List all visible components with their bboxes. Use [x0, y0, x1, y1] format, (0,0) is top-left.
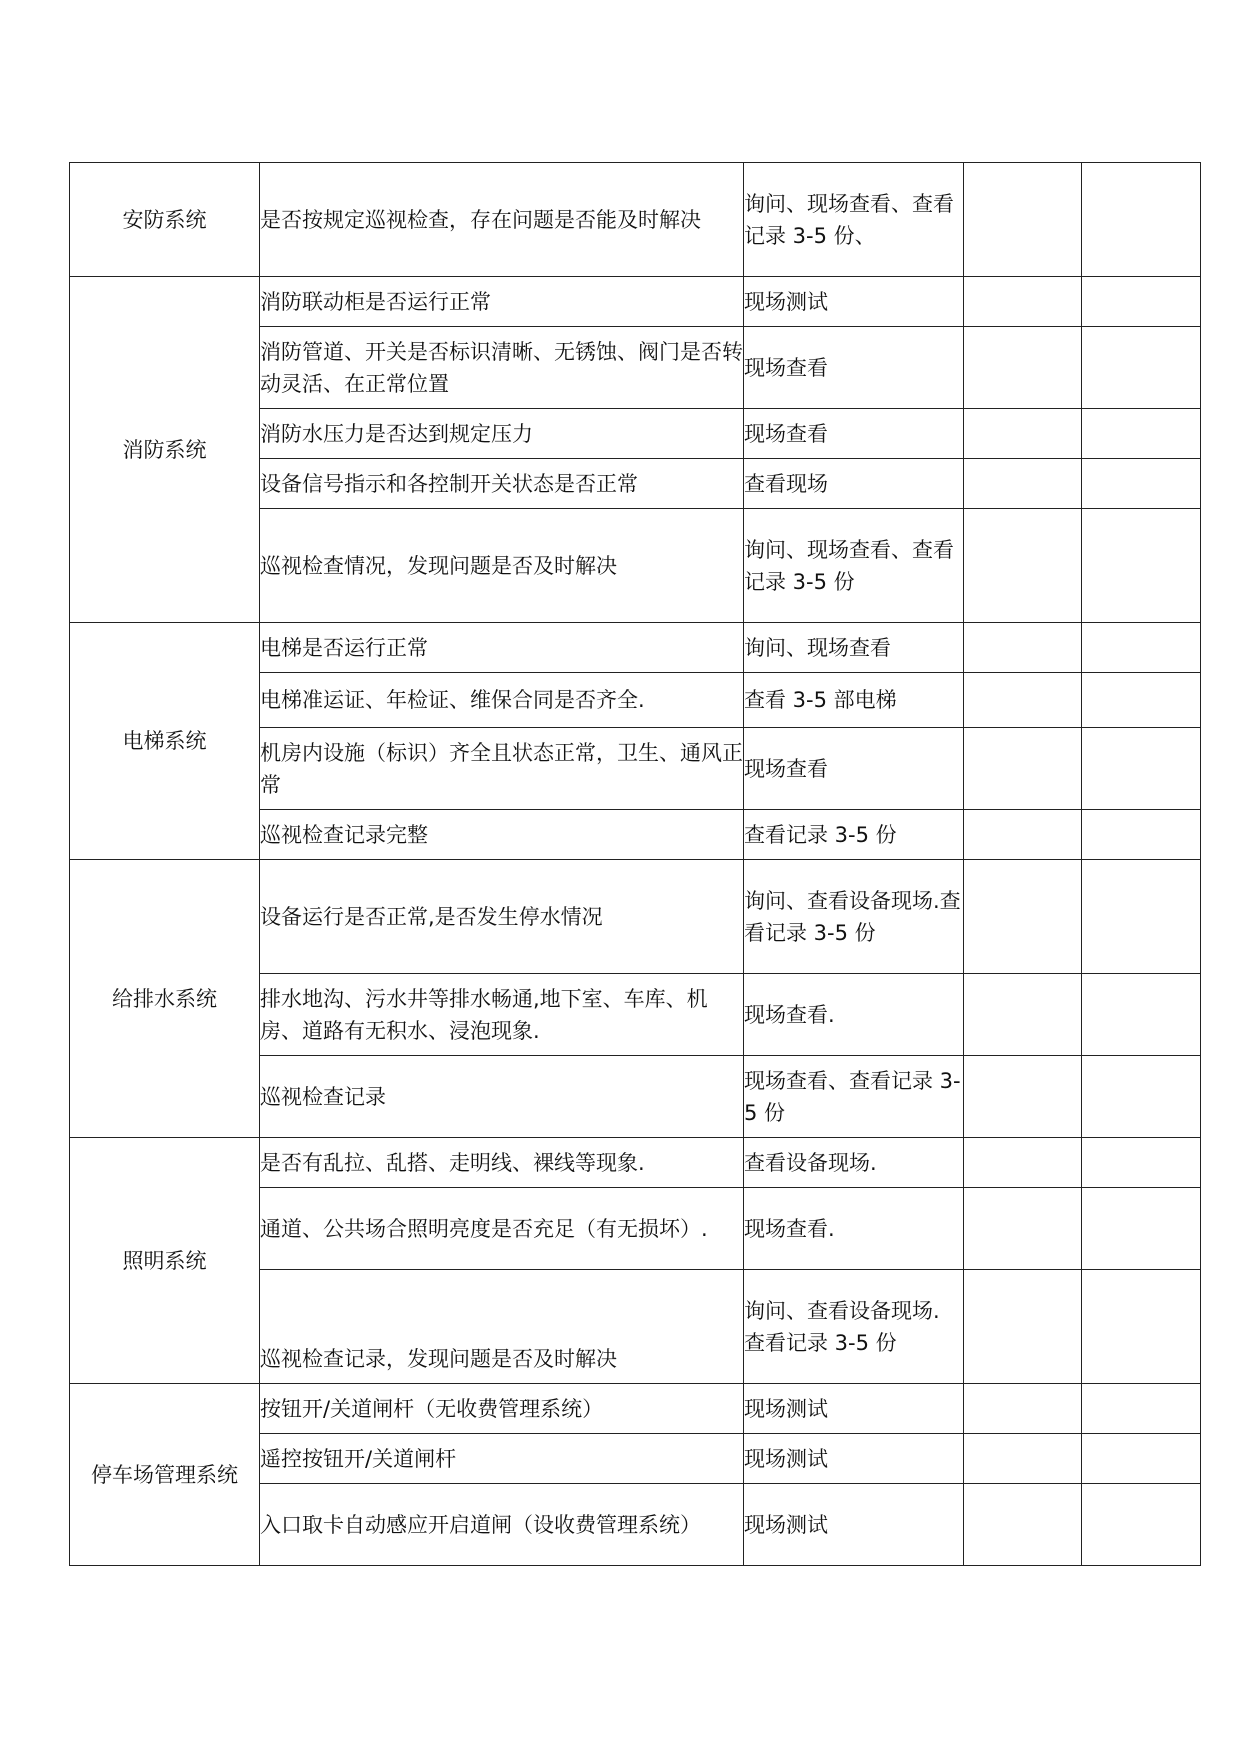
score-cell[interactable]: [964, 327, 1082, 409]
check-item-cell: 消防水压力是否达到规定压力: [260, 409, 744, 459]
check-item-cell: 通道、公共场合照明亮度是否充足（有无损坏）.: [260, 1188, 744, 1270]
check-method-cell: 查看设备现场.: [744, 1138, 964, 1188]
check-item-cell: 巡视检查记录，发现问题是否及时解决: [260, 1270, 744, 1384]
remark-cell[interactable]: [1082, 1188, 1201, 1270]
table-row: [70, 1138, 1201, 1188]
remark-cell[interactable]: [1082, 1270, 1201, 1384]
system-name-cell: 给排水系统: [70, 860, 260, 1138]
check-item-cell: 入口取卡自动感应开启道闸（设收费管理系统）: [260, 1484, 744, 1566]
check-method-cell: 询问、现场查看: [744, 623, 964, 673]
table-row: [70, 163, 1201, 277]
score-cell[interactable]: [964, 509, 1082, 623]
remark-cell[interactable]: [1082, 810, 1201, 860]
remark-cell[interactable]: [1082, 728, 1201, 810]
check-method-cell: 现场查看.: [744, 1188, 964, 1270]
remark-cell[interactable]: [1082, 623, 1201, 673]
score-cell[interactable]: [964, 1188, 1082, 1270]
remark-cell[interactable]: [1082, 459, 1201, 509]
check-item-cell: 巡视检查情况，发现问题是否及时解决: [260, 509, 744, 623]
score-cell[interactable]: [964, 1138, 1082, 1188]
score-cell[interactable]: [964, 163, 1082, 277]
check-item-cell: 遥控按钮开/关道闸杆: [260, 1434, 744, 1484]
check-method-cell: 现场查看.: [744, 974, 964, 1056]
check-item-cell: 机房内设施（标识）齐全且状态正常，卫生、通风正常: [260, 728, 744, 810]
table-row: [70, 1384, 1201, 1434]
score-cell[interactable]: [964, 860, 1082, 974]
check-item-cell: 消防联动柜是否运行正常: [260, 277, 744, 327]
check-item-cell: 设备信号指示和各控制开关状态是否正常: [260, 459, 744, 509]
score-cell[interactable]: [964, 459, 1082, 509]
check-item-cell: 设备运行是否正常,是否发生停水情况: [260, 860, 744, 974]
remark-cell[interactable]: [1082, 509, 1201, 623]
check-item-cell: 电梯准运证、年检证、维保合同是否齐全.: [260, 673, 744, 728]
check-method-cell: 询问、查看设备现场.查看记录 3-5 份: [744, 860, 964, 974]
remark-cell[interactable]: [1082, 163, 1201, 277]
score-cell[interactable]: [964, 1384, 1082, 1434]
check-method-cell: 现场查看: [744, 728, 964, 810]
system-name-cell: 停车场管理系统: [70, 1384, 260, 1566]
score-cell[interactable]: [964, 409, 1082, 459]
check-item-cell: 电梯是否运行正常: [260, 623, 744, 673]
check-method-cell: 现场测试: [744, 1434, 964, 1484]
remark-cell[interactable]: [1082, 673, 1201, 728]
score-cell[interactable]: [964, 1484, 1082, 1566]
score-cell[interactable]: [964, 623, 1082, 673]
table-row: [70, 277, 1201, 327]
check-method-cell: 现场查看: [744, 409, 964, 459]
score-cell[interactable]: [964, 810, 1082, 860]
remark-cell[interactable]: [1082, 974, 1201, 1056]
check-item-cell: 巡视检查记录: [260, 1056, 744, 1138]
check-method-cell: 查看 3-5 部电梯: [744, 673, 964, 728]
remark-cell[interactable]: [1082, 860, 1201, 974]
system-name-cell: 消防系统: [70, 277, 260, 623]
remark-cell[interactable]: [1082, 409, 1201, 459]
system-name-cell: 照明系统: [70, 1138, 260, 1384]
check-method-cell: 现场测试: [744, 1484, 964, 1566]
system-name-cell: 安防系统: [70, 163, 260, 277]
check-method-cell: 现场测试: [744, 277, 964, 327]
remark-cell[interactable]: [1082, 1138, 1201, 1188]
score-cell[interactable]: [964, 1056, 1082, 1138]
remark-cell[interactable]: [1082, 1384, 1201, 1434]
inspection-table: [69, 162, 1201, 1566]
score-cell[interactable]: [964, 277, 1082, 327]
check-method-cell: 查看记录 3-5 份: [744, 810, 964, 860]
score-cell[interactable]: [964, 728, 1082, 810]
score-cell[interactable]: [964, 974, 1082, 1056]
check-item-cell: 按钮开/关道闸杆（无收费管理系统）: [260, 1384, 744, 1434]
check-method-cell: 现场查看: [744, 327, 964, 409]
check-item-cell: 巡视检查记录完整: [260, 810, 744, 860]
remark-cell[interactable]: [1082, 327, 1201, 409]
check-method-cell: 现场测试: [744, 1384, 964, 1434]
check-method-cell: 查看现场: [744, 459, 964, 509]
system-name-cell: 电梯系统: [70, 623, 260, 860]
check-item-cell: 排水地沟、污水井等排水畅通,地下室、车库、机房、道路有无积水、浸泡现象.: [260, 974, 744, 1056]
check-method-cell: 现场查看、查看记录 3-5 份: [744, 1056, 964, 1138]
score-cell[interactable]: [964, 1270, 1082, 1384]
check-item-cell: 是否有乱拉、乱搭、走明线、裸线等现象.: [260, 1138, 744, 1188]
remark-cell[interactable]: [1082, 1056, 1201, 1138]
remark-cell[interactable]: [1082, 1434, 1201, 1484]
table-row: [70, 623, 1201, 673]
table-row: [70, 860, 1201, 974]
score-cell[interactable]: [964, 1434, 1082, 1484]
check-method-cell: 询问、现场查看、查看记录 3-5 份: [744, 509, 964, 623]
check-item-cell: 消防管道、开关是否标识清晰、无锈蚀、阀门是否转动灵活、在正常位置: [260, 327, 744, 409]
check-method-cell: 询问、查看设备现场. 查看记录 3-5 份: [744, 1270, 964, 1384]
remark-cell[interactable]: [1082, 1484, 1201, 1566]
score-cell[interactable]: [964, 673, 1082, 728]
check-item-cell: 是否按规定巡视检查，存在问题是否能及时解决: [260, 163, 744, 277]
check-method-cell: 询问、现场查看、查看记录 3-5 份、: [744, 163, 964, 277]
remark-cell[interactable]: [1082, 277, 1201, 327]
